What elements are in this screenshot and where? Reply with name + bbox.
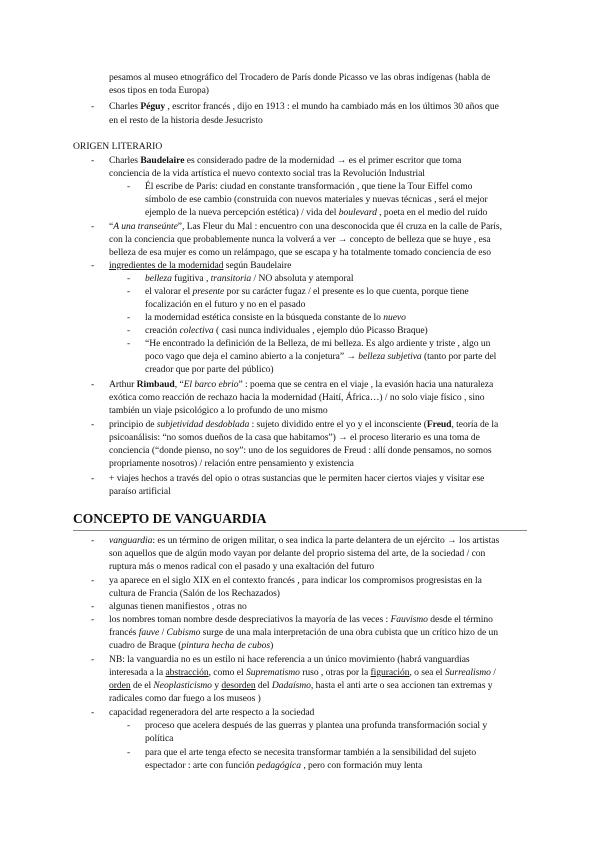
text-line: para que el arte tenga efecto se necesita transformar también a la sensibilidad del sujeto (145, 747, 477, 758)
text-line: espectador : arte con función pedagógica , pero con formación muy lenta (145, 760, 423, 771)
text-line: símbolo de ese cambio (construida con nuevos materiales y nuevas técnicas , será el mejor (145, 194, 488, 205)
list-bullet: - (91, 101, 95, 112)
text-line: creación colectiva ( casi nunca individuales , ejemplo dúo Picasso Braque) (145, 325, 428, 336)
text-line: Charles Baudelaire es considerado padre de la modernidad → es el primer escritor que toma (109, 155, 462, 166)
text-line: focalización en el futuro y no en el pasado (145, 299, 306, 310)
list-bullet: - (91, 654, 95, 665)
text-line: ingredientes de la modernidad según Baudelaire (109, 260, 292, 271)
text-line: psicoanálisis: “no somos dueños de la casa que habitamos”) → el proceso literario es una toma de (109, 432, 480, 443)
list-bullet: - (91, 419, 95, 430)
text-line: propriamente nosotros) / relación entre pensamiento y existencia (109, 458, 354, 469)
list-bullet: - (127, 286, 131, 297)
text-line: radicales como dar fuego a los museos ) (109, 693, 261, 704)
text-line: proceso que acelera después de las guerras y plantea una profunda transformación social y (145, 720, 488, 731)
list-bullet: - (91, 473, 95, 484)
list-bullet: - (91, 260, 95, 271)
section-heading: ORIGEN LITERARIO (73, 141, 163, 152)
text-line: + viajes hechos a través del opio o otras sustancias que le permiten hacer ciertos viajes y visitar ese (109, 473, 485, 484)
list-bullet: - (91, 379, 95, 390)
text-line: paraíso artificial (109, 486, 171, 497)
text-line: pesamos al museo etnográfico del Trocadero de París donde Picasso ve las obras indígenas (habla de (109, 72, 491, 83)
text-line: conciencia (“donde pienso, no soy”: uno de los seguidores de Freud : allí donde pensamos, no somos (109, 445, 492, 456)
text-line: política (145, 733, 174, 744)
list-bullet: - (127, 273, 131, 284)
list-bullet: - (127, 720, 131, 731)
text-line: en el resto de la historia desde Jesucristo (109, 115, 263, 126)
list-bullet: - (91, 707, 95, 718)
text-line: Arthur Rimbaud, “El barco ebrio” : poema que se centra en el viaje , la evasión hacia una naturaleza (109, 379, 494, 390)
list-bullet: - (91, 535, 95, 546)
text-line: belleza fugitiva , transitoria / NO absoluta y atemporal (145, 273, 354, 284)
text-line: NB: la vanguardia no es un estilo ni hace referencia a un único movimiento (habrá vanguardias (109, 654, 470, 665)
text-line: ya aparece en el siglo XIX en el contexto francés , para indicar los compromisos progresistas en la (109, 575, 482, 586)
text-line: conciencia de la vida artística el nuevo contexto social tras la Revolución Industrial (109, 168, 425, 179)
list-bullet: - (91, 155, 95, 166)
text-line: ejemplo de la nueva percepción estética) / vida del boulevard , poeta en el medio del ruido (145, 207, 488, 218)
text-line: algunas tienen manifiestos , otras no (109, 601, 247, 612)
text-line: “A una transeúnte”, Las Fleur du Mal : encuentro con una desconocida que él cruza en la calle de París, (109, 221, 502, 232)
list-bullet: - (127, 747, 131, 758)
text-line: los nombres toman nombre desde despreciativos la mayoría de las veces : Fauvismo desde el término (109, 614, 493, 625)
text-line: belleza de esa mujer es como un relámpago, que se escapa y ha totalmente tomado conciencia de eso (109, 247, 491, 258)
text-line: principio de subjetividad desdoblada : sujeto dividido entre el yo y el inconsciente (Freud, teoría de la (109, 419, 499, 430)
text-line: esos tipos en toda Europa) (109, 85, 209, 96)
text-line: son aquellos que de algún modo vayan por delante del proprio sistema del arte, de la sociedad / con (109, 548, 486, 559)
list-bullet: - (127, 338, 131, 349)
text-line: capacidad regeneradora del arte respecto a la sociedad (109, 707, 315, 718)
heading-underline (73, 530, 527, 531)
section-heading: CONCEPTO DE VANGUARDIA (73, 511, 267, 526)
list-bullet: - (91, 614, 95, 625)
text-line: francés fauve / Cubismo surge de una mala interpretación de una obra cubista que un crítico hizo de un (109, 627, 499, 638)
list-bullet: - (127, 312, 131, 323)
text-line: Charles Péguy , escritor francés , dijo en 1913 : el mundo ha cambiado más en los últimos 30 años que (109, 101, 499, 112)
text-line: cuadro de Braque (pintura hecha de cubos) (109, 640, 274, 651)
text-line: ruptura más o menos radical con el pasado y una exaltación del futuro (109, 561, 375, 572)
text-line: con la conciencia que probablemente nunca la volverá a ver → concepto de belleza que se huye , esa (109, 234, 491, 245)
text-line: también un viaje psicológico a lo profundo de uno mismo (109, 405, 328, 416)
list-bullet: - (127, 325, 131, 336)
text-line: “He encontrado la definición de la Belleza, de mi belleza. Es algo ardiente y triste , algo un (145, 338, 491, 349)
text-line: el valorar el presente por su carácter fugaz / el presente es lo que cuenta, porque tiene (145, 286, 469, 297)
text-line: creador que por parte del público) (145, 364, 274, 375)
text-line: poco vago que deja el camino abierto a la conjetura” → belleza subjetiva (tanto por parte del (145, 351, 497, 362)
text-line: orden de el Neoplasticismo y desorden del Dadaísmo, hasta el anti arte o sea accionen tan extremas y (109, 680, 493, 691)
text-line: vanguardia: es un término de origen militar, o sea indica la parte delantera de un ejército → los artistas (109, 535, 500, 546)
text-line: la modernidad estética consiste en la búsqueda constante de lo nuevo (145, 312, 406, 323)
text-line: exótica como reacción de rechazo hacia la modernidad (Haití, África…) / no solo viaje físico , sino (109, 392, 485, 403)
text-line: Él escribe de París: ciudad en constante transformación , que tiene la Tour Eiffel como (145, 181, 473, 192)
text-line: interesada a la abstracción, como el Suprematismo ruso , otras por la figuración, o sea el Surrealismo / (109, 667, 496, 678)
list-bullet: - (127, 181, 131, 192)
list-bullet: - (91, 601, 95, 612)
list-bullet: - (91, 575, 95, 586)
list-bullet: - (91, 221, 95, 232)
text-line: cultura de Francia (Salón de los Rechazados) (109, 588, 280, 599)
